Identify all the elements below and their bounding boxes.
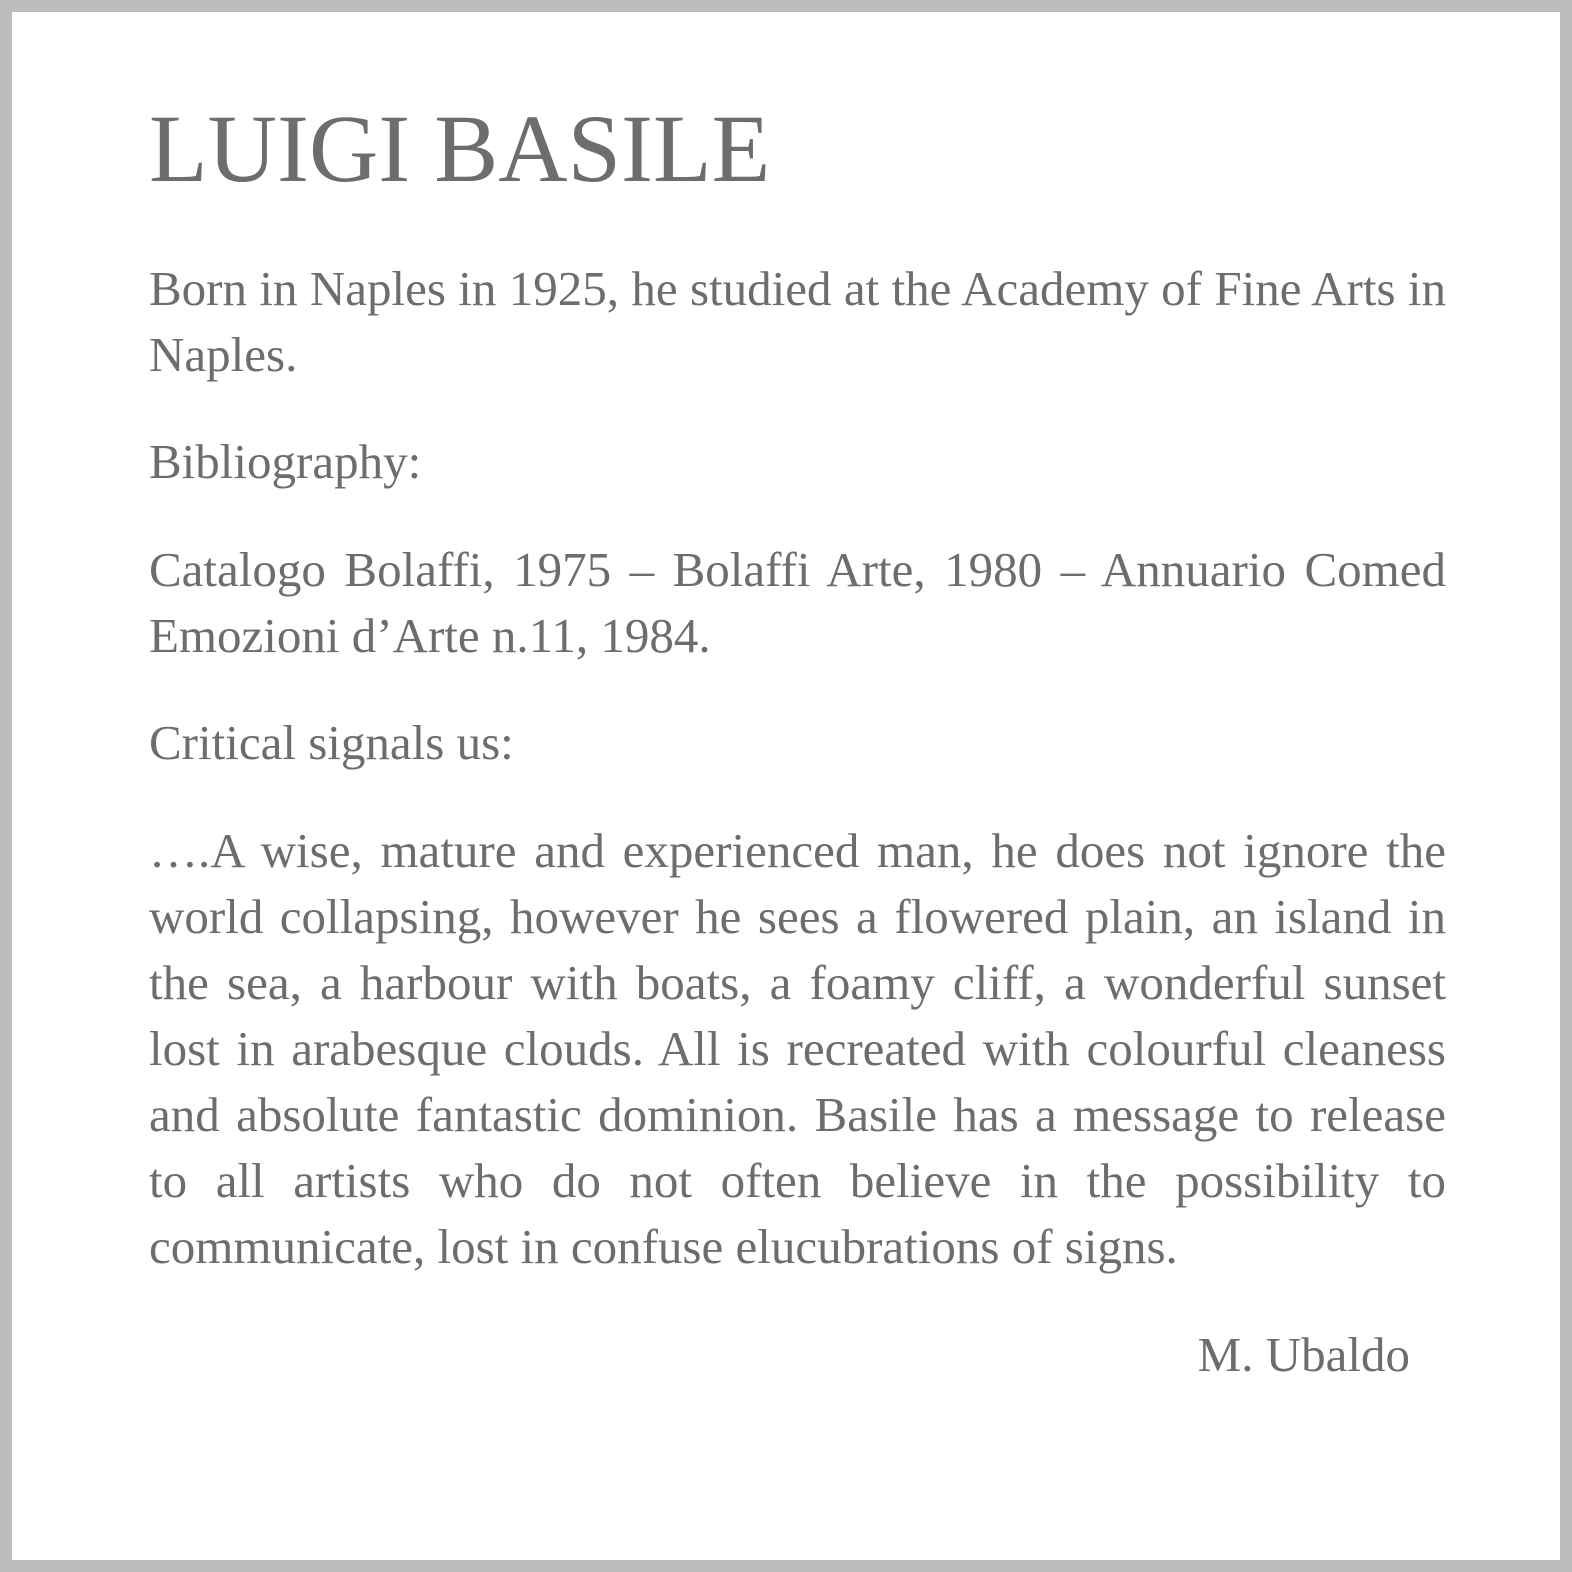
bibliography-paragraph: Catalogo Bolaffi, 1975 – Bolaffi Arte, 1980 – Annuario Comed Emozioni d’Arte n.11, 1984. bbox=[149, 542, 1446, 663]
artist-name-title: LUIGI BASILE bbox=[149, 95, 771, 202]
critic-signature: M. Ubaldo bbox=[1197, 1327, 1410, 1382]
critical-label: Critical signals us: bbox=[149, 715, 514, 770]
critical-quote-paragraph: ….A wise, mature and experienced man, he does not ignore the world collapsing, however he sees a flowered plain, an island in the sea, a harbour with boats, a foamy cliff, a wonderful sunset lost in arabesque clouds. All is recreated with colourful cleaness and absolute fantastic dominion. Basile has a message to release to all artists who do not often believe in the possibility to communicate, lost in confuse elucubrations of signs. bbox=[149, 823, 1446, 1274]
biography-paragraph: Born in Naples in 1925, he studied at the Academy of Fine Arts in Naples. bbox=[149, 261, 1446, 382]
document-body bbox=[149, 92, 1446, 1388]
bibliography-label: Bibliography: bbox=[149, 434, 422, 489]
